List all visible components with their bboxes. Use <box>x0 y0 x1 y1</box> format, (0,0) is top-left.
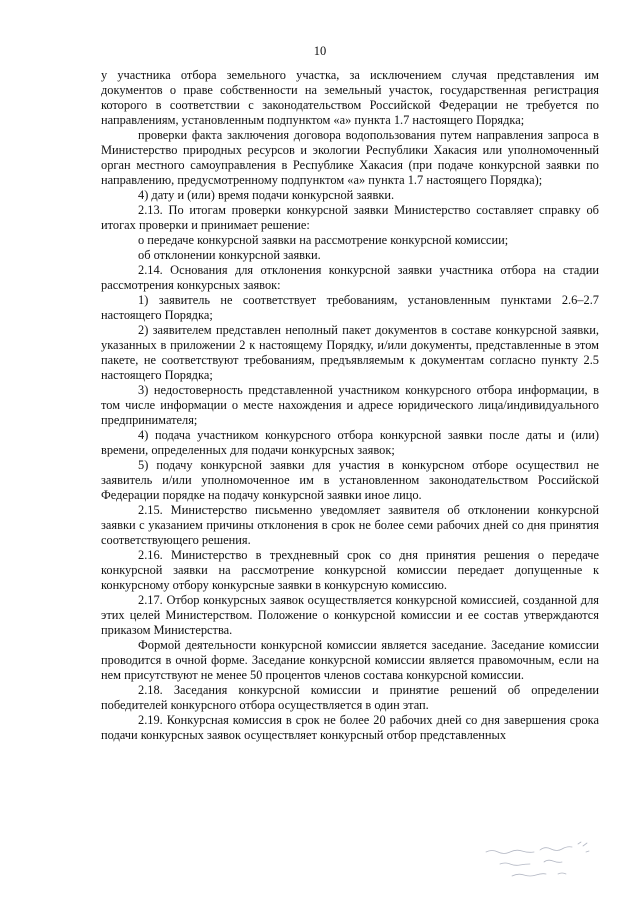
paragraph: у участника отбора земельного участка, за исключением случая представления им документов о праве собственности на земельный участок, государственная регистрация которого в соответствии с законодательством Российской Федерации не требуется по направлениям, установленным подпунктом «а» пункта 1.7 настоящего Порядка; <box>101 67 599 127</box>
paragraph: 4) дату и (или) время подачи конкурсной заявки. <box>138 187 395 202</box>
paragraph: 5) подачу конкурсной заявки для участия в конкурсном отборе осуществил не заявитель и/или уполномоченное им в установленном законодательством Российской Федерации порядке на подачу конкурсной заявки иное лицо. <box>101 457 599 502</box>
paragraph: Формой деятельности конкурсной комиссии является заседание. Заседание комиссии проводится в очной форме. Заседание конкурсной комиссии является правомочным, если на нем присутствуют не менее 50 процентов членов состава конкурсной комиссии. <box>101 637 599 682</box>
paragraph: 2.13. По итогам проверки конкурсной заявки Министерство составляет справку об итогах проверки и принимает решение: <box>101 202 599 232</box>
paragraph: 2.19. Конкурсная комиссия в срок не более 20 рабочих дней со дня завершения срока подачи конкурсных заявок осуществляет конкурсный отбор представленных <box>101 712 599 742</box>
paragraph: 2.18. Заседания конкурсной комиссии и принятие решений об определении победителей конкурсного отбора осуществляется в один этап. <box>101 682 599 712</box>
paragraph: 2.15. Министерство письменно уведомляет заявителя об отклонении конкурсной заявки с указанием причины отклонения в срок не более семи рабочих дней со дня принятия соответствующего решения. <box>101 502 599 547</box>
paragraph: 2) заявителем представлен неполный пакет документов в составе конкурсной заявки, указанных в приложении 2 к настоящему Порядку, и/или документы, представленные в этом пакете, не соответствуют требованиям, предъявляемым к документам согласно пункту 2.5 настоящего Порядка; <box>101 322 599 382</box>
paragraph: об отклонении конкурсной заявки. <box>138 247 321 262</box>
paragraph: 2.17. Отбор конкурсных заявок осуществляется конкурсной комиссией, созданной для этих целей Министерством. Положение о конкурсной комиссии и ее состав утверждаются приказом Министерства. <box>101 592 599 637</box>
paragraph: 2.16. Министерство в трехдневный срок со дня принятия решения о передаче конкурсной заявки на рассмотрение конкурсной комиссии передает допущенные к конкурсному отбору конкурсные заявки в конкурсную комиссию. <box>101 547 599 592</box>
faded-stamp-mark <box>482 838 600 886</box>
paragraph: 3) недостоверность представленной участником конкурсного отбора информации, в том числе информации о месте нахождения и адресе юридического лица/индивидуального предпринимателя; <box>101 382 599 427</box>
paragraph: 1) заявитель не соответствует требованиям, установленным пунктами 2.6–2.7 настоящего Порядка; <box>101 292 599 322</box>
paragraph: проверки факта заключения договора водопользования путем направления запроса в Министерство природных ресурсов и экологии Республики Хакасия или уполномоченный орган местного самоуправления в Республике Хакасия (при подаче конкурсной заявки по направлению, предусмотренному подпунктом «а» пункта 1.7 настоящего Порядка); <box>101 127 599 187</box>
paragraph: 4) подача участником конкурсного отбора конкурсной заявки после даты и (или) времени, определенных для подачи конкурсных заявок; <box>101 427 599 457</box>
paragraph: 2.14. Основания для отклонения конкурсной заявки участника отбора на стадии рассмотрения конкурсных заявок: <box>101 262 599 292</box>
paragraph: о передаче конкурсной заявки на рассмотрение конкурсной комиссии; <box>138 232 509 247</box>
document-body <box>101 68 599 743</box>
page-number: 10 <box>313 44 327 58</box>
